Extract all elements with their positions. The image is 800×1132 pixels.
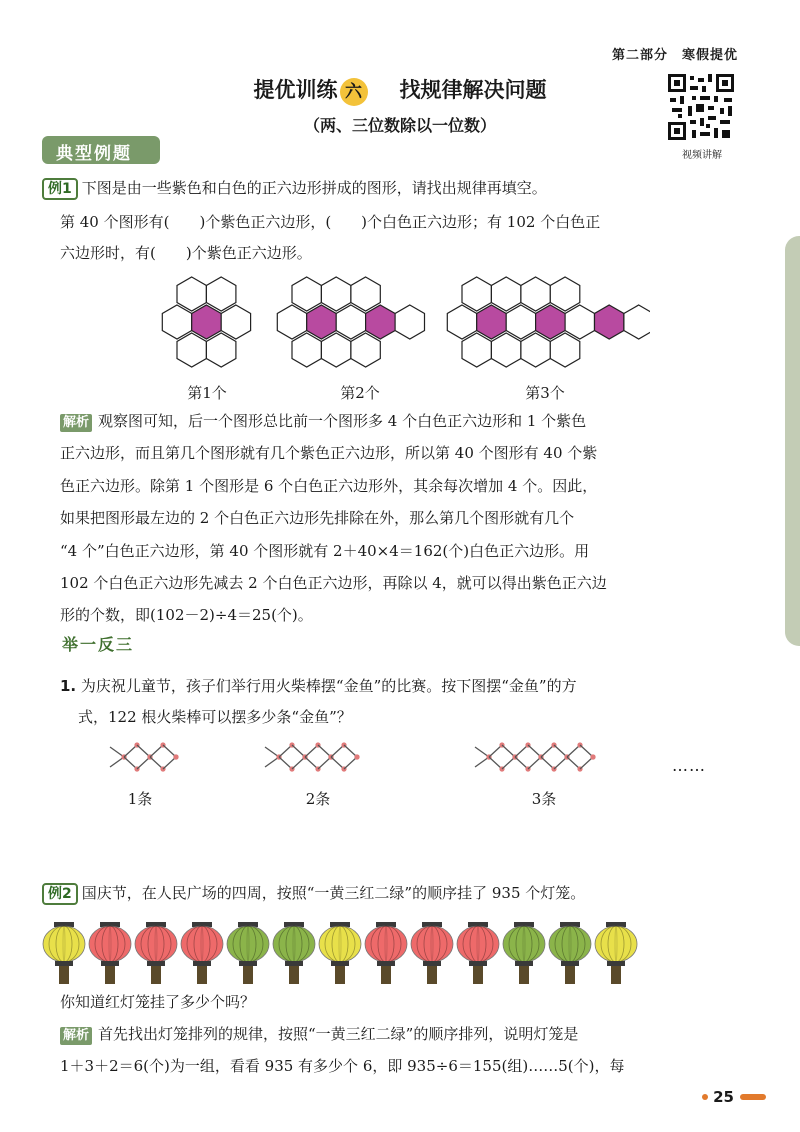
page-dot	[702, 1094, 708, 1100]
page-bar	[740, 1094, 766, 1100]
white-hexagon	[521, 277, 550, 311]
purple-hexagon	[536, 305, 566, 339]
example1-line2: 第 40 个图形有( )个紫色正六边形，( )个白色正六边形；有 102 个白色正	[60, 213, 601, 231]
figure3-caption: 第3个	[525, 384, 565, 402]
matchstick	[515, 745, 528, 757]
white-hexagon	[550, 277, 580, 311]
white-hexagon	[321, 333, 351, 367]
matchstick	[489, 757, 502, 769]
section-header: 第二部分 寒假提优	[611, 48, 738, 63]
matchstick	[305, 757, 318, 769]
matchstick	[124, 757, 137, 769]
matchstick	[502, 757, 515, 769]
lantern-red	[365, 922, 407, 984]
matchstick	[541, 745, 554, 757]
matchstick	[528, 757, 541, 769]
matchstick	[502, 745, 515, 757]
matchstick	[124, 745, 137, 757]
matchstick	[163, 757, 176, 769]
analysis1-tag: 解析	[60, 414, 92, 432]
white-hexagon	[624, 305, 650, 339]
matchstick	[279, 757, 292, 769]
matchstick	[567, 757, 580, 769]
white-hexagon	[491, 333, 521, 367]
fish1-caption: 1条	[127, 790, 153, 808]
practice1-line1: 1. 为庆祝儿童节，孩子们举行用火柴棒摆“金鱼”的比赛。按下图摆“金鱼”的方	[60, 677, 577, 695]
white-hexagon	[177, 277, 206, 311]
white-hexagon	[395, 305, 424, 339]
white-hexagon	[177, 333, 206, 367]
matchstick	[331, 757, 344, 769]
white-hexagon	[447, 305, 476, 339]
example2-line1: 例2 国庆节，在人民广场的四周，按照“一黄三红二绿”的顺序挂了 935 个灯笼。	[42, 883, 585, 905]
purple-hexagon	[307, 305, 337, 339]
purple-hexagon	[595, 305, 624, 339]
white-hexagon	[462, 333, 491, 367]
white-hexagon	[162, 305, 191, 339]
lantern-green	[549, 922, 591, 984]
analysis1-line6: 102 个白色正六边形先减去 2 个白色正六边形，再除以 4，就可以得出紫色正六边	[60, 574, 607, 592]
section-badge-label: 典型例题	[56, 144, 132, 164]
lantern-yellow	[319, 922, 361, 984]
purple-hexagon	[192, 305, 222, 339]
matchstick	[163, 745, 176, 757]
matchstick	[554, 745, 567, 757]
matchstick-head	[354, 754, 359, 759]
white-hexagon	[221, 305, 250, 339]
qr-code[interactable]	[666, 72, 736, 142]
matchstick	[137, 745, 150, 757]
figure2-caption: 第2个	[340, 384, 380, 402]
fish2-caption: 2条	[305, 790, 331, 808]
matchstick	[305, 745, 318, 757]
white-hexagon	[351, 277, 380, 311]
white-hexagon	[521, 333, 550, 367]
lantern-yellow	[595, 922, 637, 984]
analysis2-line2: 1＋3＋2＝6(个)为一组，看看 935 有多少个 6，即 935÷6＝155(组)……5(个)，每	[60, 1057, 625, 1075]
matchstick	[541, 757, 554, 769]
analysis1-line4: 如果把图形最左边的 2 个白色正六边形先排除在外，那么第几个图形就有几个	[60, 509, 575, 527]
qr-label: 视频讲解	[682, 150, 722, 161]
lantern-red	[89, 922, 131, 984]
lantern-red	[135, 922, 177, 984]
example1-line3: 六边形时，有( )个紫色正六边形。	[60, 244, 312, 262]
white-hexagon	[206, 277, 236, 311]
lantern-green	[227, 922, 269, 984]
matchstick	[292, 757, 305, 769]
white-hexagon	[565, 305, 594, 339]
matchstick	[279, 745, 292, 757]
matchstick	[344, 745, 357, 757]
matchstick	[150, 757, 163, 769]
example1-tag: 例1	[42, 178, 78, 200]
page-number: 25	[713, 1088, 734, 1106]
analysis1-line7: 形的个数，即(102－2)÷4＝25(个)。	[60, 606, 313, 624]
analysis1-line3: 色正六边形。除第 1 个图形是 6 个白色正六边形外，其余每次增加 4 个。因此，	[60, 477, 598, 495]
matchstick	[318, 745, 331, 757]
white-hexagon	[506, 305, 535, 339]
white-hexagon	[351, 333, 380, 367]
matchstick	[554, 757, 567, 769]
matchstick	[318, 757, 331, 769]
analysis1-line5: “4 个”白色正六边形，第 40 个图形就有 2＋40×4＝162(个)白色正六边形。用	[60, 542, 590, 560]
matchstick	[344, 757, 357, 769]
title-main: 找规律解决问题	[399, 78, 547, 102]
white-hexagon	[462, 277, 491, 311]
white-hexagon	[321, 277, 351, 311]
matchstick	[150, 745, 163, 757]
practice1-line2: 式，122 根火柴棒可以摆多少条“金鱼”？	[78, 708, 352, 726]
figure1-caption: 第1个	[187, 384, 227, 402]
analysis2-line1: 解析 首先找出灯笼排列的规律，按照“一黄三红二绿”的顺序排列，说明灯笼是	[60, 1024, 578, 1045]
analysis1-line1: 解析 观察图可知，后一个图形总比前一个图形多 4 个白色正六边形和 1 个紫色	[60, 411, 586, 432]
practice1-number: 1.	[60, 677, 77, 695]
lantern-green	[503, 922, 545, 984]
example2-tag: 例2	[42, 883, 78, 905]
lantern-red	[457, 922, 499, 984]
fish3-caption: 3条	[531, 790, 557, 808]
matchstick	[292, 745, 305, 757]
practice-heading: 举一反三	[62, 635, 135, 654]
side-tab	[785, 236, 800, 646]
matchstick	[515, 757, 528, 769]
lantern-red	[181, 922, 223, 984]
lantern-green	[273, 922, 315, 984]
lantern-red	[411, 922, 453, 984]
matchstick	[137, 757, 150, 769]
example1-line1: 例1 下图是由一些紫色和白色的正六边形拼成的图形，请找出规律再填空。	[42, 178, 547, 200]
matchstick	[580, 745, 593, 757]
matchstick	[528, 745, 541, 757]
hexagon-figures	[150, 272, 650, 372]
page-subtitle: （两、三位数除以一位数）	[303, 116, 496, 135]
analysis2-tag: 解析	[60, 1027, 92, 1045]
matchstick	[331, 745, 344, 757]
lantern-yellow	[43, 922, 85, 984]
white-hexagon	[336, 305, 365, 339]
lantern-row	[40, 918, 652, 990]
purple-hexagon	[477, 305, 507, 339]
white-hexagon	[277, 305, 306, 339]
white-hexagon	[206, 333, 236, 367]
white-hexagon	[292, 277, 321, 311]
matchstick	[489, 745, 502, 757]
purple-hexagon	[366, 305, 396, 339]
white-hexagon	[491, 277, 521, 311]
title-prefix: 提优训练	[253, 78, 338, 102]
analysis1-line2: 正六边形，而且第几个图形就有几个紫色正六边形，所以第 40 个图形有 40 个紫	[60, 444, 598, 462]
matchstick	[580, 757, 593, 769]
matchstick-head	[590, 754, 595, 759]
example2-question: 你知道红灯笼挂了多少个吗？	[60, 993, 256, 1011]
ellipsis: ……	[672, 756, 706, 775]
white-hexagon	[550, 333, 580, 367]
matchstick	[567, 745, 580, 757]
goldfish-figures	[105, 735, 625, 785]
matchstick-head	[173, 754, 178, 759]
title-number-badge: 六	[340, 78, 368, 106]
white-hexagon	[292, 333, 321, 367]
section-badge	[42, 136, 162, 166]
